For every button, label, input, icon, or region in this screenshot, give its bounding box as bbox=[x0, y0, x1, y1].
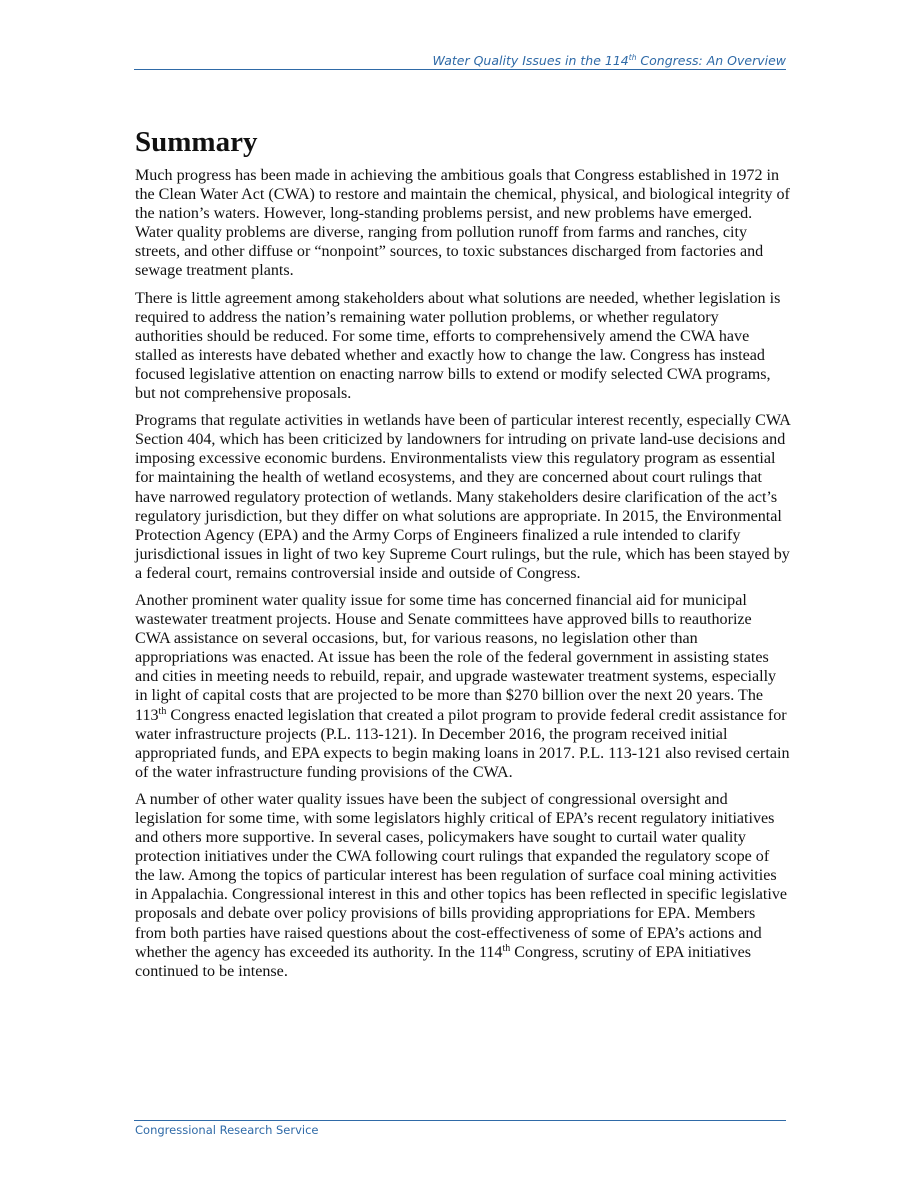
paragraph-3: Programs that regulate activities in wetlands have been of particular interest recently, especially CWA Section 404, which has been criticized by landowners for intruding on private land-use decisions and imposing excessive economic burdens. Environmentalists view this regulatory program as essential for maintaining the health of wetland ecosystems, and they are concerned about court rulings that have narrowed regulatory protection of wetlands. Many stakeholders desire clarification of the act’s regulatory jurisdiction, but they differ on what solutions are appropriate. In 2015, the Environmental Protection Agency (EPA) and the Army Corps of Engineers finalized a rule intended to clarify jurisdictional issues in light of two key Supreme Court rulings, but the rule, which has been stayed by a federal court, remains controversial inside and outside of Congress. bbox=[135, 412, 790, 582]
running-header bbox=[134, 53, 786, 69]
running-footer: Congressional Research Service bbox=[135, 1123, 319, 1137]
header-title-part: Congress: An Overview bbox=[636, 53, 786, 68]
paragraph-5 bbox=[135, 790, 790, 981]
paragraph-5-text: A number of other water quality issues have been the subject of congressional oversight and legislation for some time, with some legislators highly critical of EPA’s recent regulatory initiatives and others more supportive. In several cases, policymakers have sought to curtail water quality protection initiatives under the CWA following court rulings that expanded the regulatory scope of the law. Among the topics of particular interest has been regulation of surface coal mining activities in Appalachia. Congressional interest in this and other topics has been reflected in specific legislative proposals and debate over policy provisions of bills providing appropriations for EPA. Members from both parties have raised questions about the cost-effectiveness of some of EPA’s actions and whether the agency has exceeded its authority. In the 114 bbox=[135, 790, 788, 961]
summary-section bbox=[135, 124, 790, 989]
paragraph-4-text: Another prominent water quality issue for some time has concerned financial aid for municipal wastewater treatment projects. House and Senate committees have approved bills to reauthorize CWA assistance on several occasions, but, for various reasons, no legislation other than appropriations was enacted. At issue has been the role of the federal government in assisting states and cities in meeting needs to rebuild, repair, and upgrade wastewater treatment systems, especially in light of capital costs that are projected to be more than $270 billion over the next 20 years. The 113 bbox=[135, 591, 777, 724]
paragraph-1: Much progress has been made in achieving the ambitious goals that Congress established in 1972 in the Clean Water Act (CWA) to restore and maintain the chemical, physical, and biological integrity of the nation’s waters. However, long-standing problems persist, and new problems have emerged. Water quality problems are diverse, ranging from pollution runoff from farms and ranches, city streets, and other diffuse or “nonpoint” sources, to toxic substances discharged from factories and sewage treatment plants. bbox=[135, 167, 790, 280]
section-heading: Summary bbox=[135, 126, 258, 158]
ordinal-suffix: th bbox=[158, 705, 167, 717]
paragraph-4 bbox=[135, 591, 790, 782]
paragraph-5-text: Congress, scrutiny of EPA initiatives continued to be intense. bbox=[135, 943, 752, 980]
ordinal-suffix: th bbox=[502, 942, 511, 954]
paragraph-4-text: Congress enacted legislation that created a pilot program to provide federal credit assistance for water infrastructure projects (P.L. 113-121). In December 2016, the program received initial appropriated funds, and EPA expects to begin making loans in 2017. P.L. 113-121 also revised certain of the water infrastructure funding provisions of the CWA. bbox=[135, 706, 790, 781]
header-ordinal-suffix: th bbox=[628, 53, 637, 62]
header-rule bbox=[134, 69, 786, 70]
header-title-part: Water Quality Issues in the 114 bbox=[432, 53, 629, 68]
footer-rule bbox=[134, 1120, 786, 1121]
paragraph-2: There is little agreement among stakeholders about what solutions are needed, whether legislation is required to address the nation’s remaining water pollution problems, or whether regulatory authorities should be reduced. For some time, efforts to comprehensively amend the CWA have stalled as interests have debated whether and exactly how to change the law. Congress has instead focused legislative attention on enacting narrow bills to extend or modify selected CWA programs, but not comprehensive proposals. bbox=[135, 289, 781, 403]
